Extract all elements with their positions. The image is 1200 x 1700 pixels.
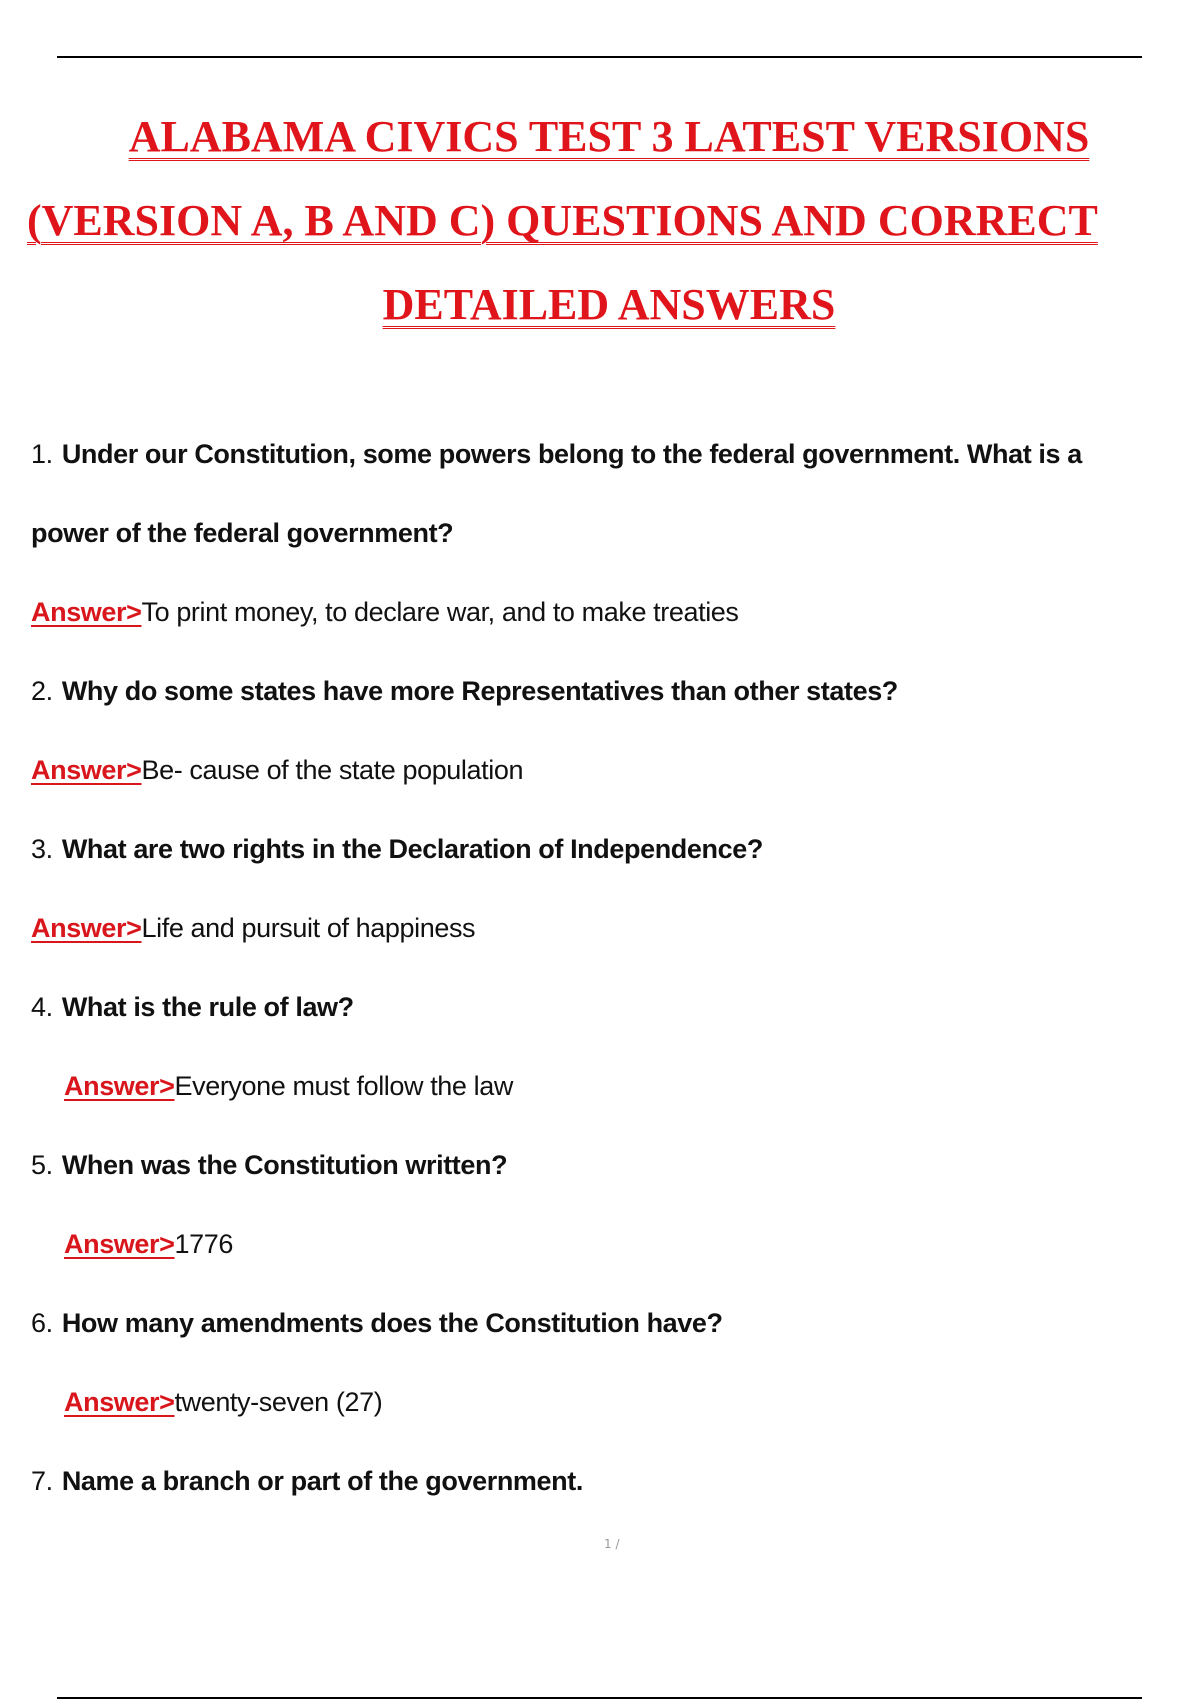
question-text: Name a branch or part of the government. bbox=[61, 1466, 583, 1496]
question-text: What are two rights in the Declaration of Independence? bbox=[61, 834, 763, 864]
answer-text: 1776 bbox=[174, 1229, 233, 1259]
question-text: What is the rule of law? bbox=[61, 992, 354, 1022]
question-number: 3. bbox=[31, 834, 53, 864]
question-number: 1. bbox=[31, 439, 53, 469]
answer-text: Everyone must follow the law bbox=[174, 1071, 513, 1101]
question-text: When was the Constitution written? bbox=[61, 1150, 508, 1180]
answer-label: Answer> bbox=[31, 597, 142, 627]
answer-label: Answer> bbox=[31, 913, 142, 943]
question-7 bbox=[31, 1463, 583, 1499]
answer-6 bbox=[64, 1384, 382, 1420]
question-text: How many amendments does the Constitution have? bbox=[61, 1308, 723, 1338]
question-2 bbox=[31, 673, 898, 709]
answer-text: Life and pursuit of happiness bbox=[141, 913, 476, 943]
top-rule bbox=[57, 56, 1142, 58]
page-number: 1 / bbox=[604, 1537, 620, 1551]
answer-label: Answer> bbox=[31, 755, 142, 785]
bottom-rule bbox=[57, 1697, 1142, 1699]
answer-1 bbox=[31, 594, 739, 630]
question-3 bbox=[31, 831, 763, 867]
document-title-line-2: (VERSION A, B AND C) QUESTIONS AND CORRECT bbox=[27, 196, 1098, 245]
answer-label: Answer> bbox=[64, 1387, 175, 1417]
answer-text: twenty-seven (27) bbox=[174, 1387, 383, 1417]
answer-label: Answer> bbox=[64, 1229, 175, 1259]
question-1-continued bbox=[31, 515, 453, 551]
answer-text: To print money, to declare war, and to make treaties bbox=[141, 597, 739, 627]
answer-3 bbox=[31, 910, 475, 946]
question-number: 7. bbox=[31, 1466, 53, 1496]
answer-text: Be- cause of the state population bbox=[141, 755, 524, 785]
document-title-line-3: DETAILED ANSWERS bbox=[382, 280, 836, 329]
answer-4 bbox=[64, 1068, 513, 1104]
question-5 bbox=[31, 1147, 507, 1183]
question-number: 6. bbox=[31, 1308, 53, 1338]
question-text: Under our Constitution, some powers belong to the federal government. What is a bbox=[61, 439, 1082, 469]
question-number: 5. bbox=[31, 1150, 53, 1180]
question-text: power of the federal government? bbox=[31, 518, 454, 548]
answer-2 bbox=[31, 752, 523, 788]
question-text: Why do some states have more Representatives than other states? bbox=[61, 676, 898, 706]
document-title-line-1: ALABAMA CIVICS TEST 3 LATEST VERSIONS bbox=[128, 112, 1090, 161]
answer-label: Answer> bbox=[64, 1071, 175, 1101]
question-number: 2. bbox=[31, 676, 53, 706]
question-4 bbox=[31, 989, 354, 1025]
question-6 bbox=[31, 1305, 723, 1341]
question-number: 4. bbox=[31, 992, 53, 1022]
answer-5 bbox=[64, 1226, 233, 1262]
question-1 bbox=[31, 436, 1082, 472]
